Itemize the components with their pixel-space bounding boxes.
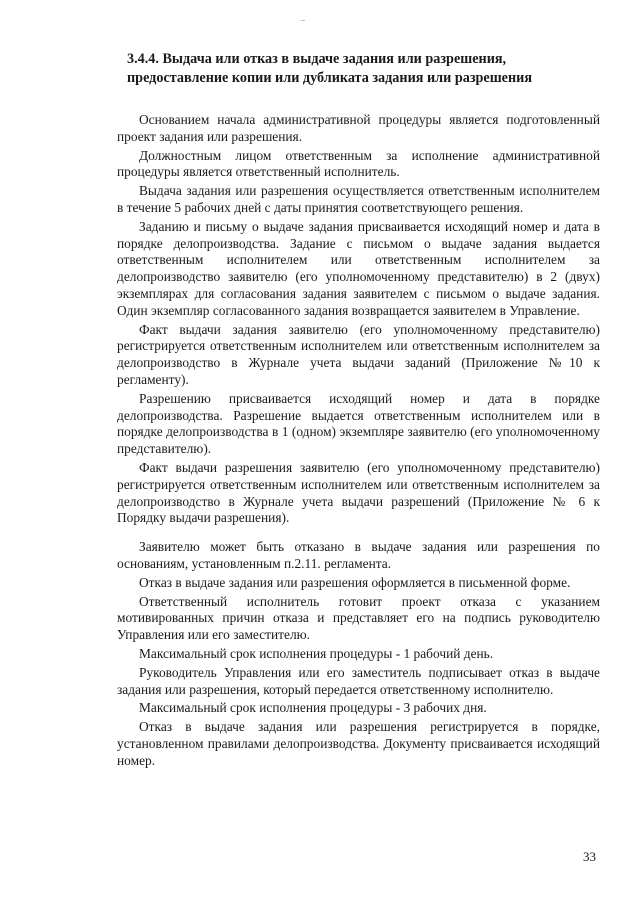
paragraph-permit-issue-fact: Факт выдачи разрешения заявителю (его уполномоченному представителю) регистрируется ответственным исполнителем или ответственным исполнителем за делопроизводство в Журнале учета выдачи разрешений (Приложение № 6 к Порядку выдачи разрешения). bbox=[117, 459, 600, 526]
paragraph-max-term-3: Максимальный срок исполнения процедуры - 3 рабочих дня. bbox=[139, 700, 487, 716]
scan-artifact bbox=[301, 20, 305, 21]
paragraph-issue-term: Выдача задания или разрешения осуществляется ответственным исполнителем в течение 5 рабочих дней с даты принятия соответствующего решения. bbox=[117, 183, 600, 215]
paragraph-permit-registration: Разрешению присваивается исходящий номер и дата в порядке делопроизводства. Разрешение выдается ответственным исполнителем или в порядке делопроизводства в 1 (одном) экземпляре заявителю (его уполномоченному представителю). bbox=[117, 390, 600, 457]
paragraph-refusal-grounds: Заявителю может быть отказано в выдаче задания или разрешения по основаниям, установленным п.2.11. регламента. bbox=[117, 539, 600, 571]
page-number: 33 bbox=[583, 849, 596, 864]
paragraph-grounds: Основанием начала административной процедуры является подготовленный проект задания или разрешения. bbox=[117, 112, 600, 144]
paragraph-responsible-official: Должностным лицом ответственным за исполнение административной процедуры является ответственный исполнитель. bbox=[117, 147, 600, 180]
paragraph-refusal-form: Отказ в выдаче задания или разрешения оформляется в письменной форме. bbox=[139, 574, 571, 590]
paragraph-max-term-1: Максимальный срок исполнения процедуры - 1 рабочий день. bbox=[139, 645, 494, 661]
paragraph-refusal-signing: Руководитель Управления или его заместитель подписывает отказ в выдаче задания или разрешения, который передается ответственному исполнителю. bbox=[117, 664, 600, 697]
paragraph-task-registration: Заданию и письму о выдаче задания присваивается исходящий номер и дата в порядке делопроизводства. Задание с письмом о выдаче задания выдается ответственным исполнителем или ответственным исполнителем за делопроизводство заявителю (его уполномоченному представителю) в 2 (двух) экземплярах для согласования задания заявителем с письмом о выдаче задания. Один экземпляр согласованного задания возвращается заявителем в Управление. bbox=[117, 218, 600, 318]
paragraph-task-issue-fact: Факт выдачи задания заявителю (его уполномоченному представителю) регистрируется ответственным исполнителем или ответственным исполнителем за делопроизводство в Журнале учета выдачи заданий (Приложение №10 к регламенту). bbox=[117, 321, 600, 387]
paragraph-refusal-draft: Ответственный исполнитель готовит проект отказа с указанием мотивированных причин отказа и представляет его на подпись руководителю Управления или его заместителю. bbox=[117, 593, 600, 643]
paragraph-refusal-registration: Отказ в выдаче задания или разрешения регистрируется в порядке, установленном правилами делопроизводства. Документу присваивается исходящий номер. bbox=[117, 719, 600, 768]
section-heading: 3.4.4. Выдача или отказ в выдаче задания или разрешения, предоставление копии или дубликата задания или разрешения bbox=[127, 51, 533, 86]
